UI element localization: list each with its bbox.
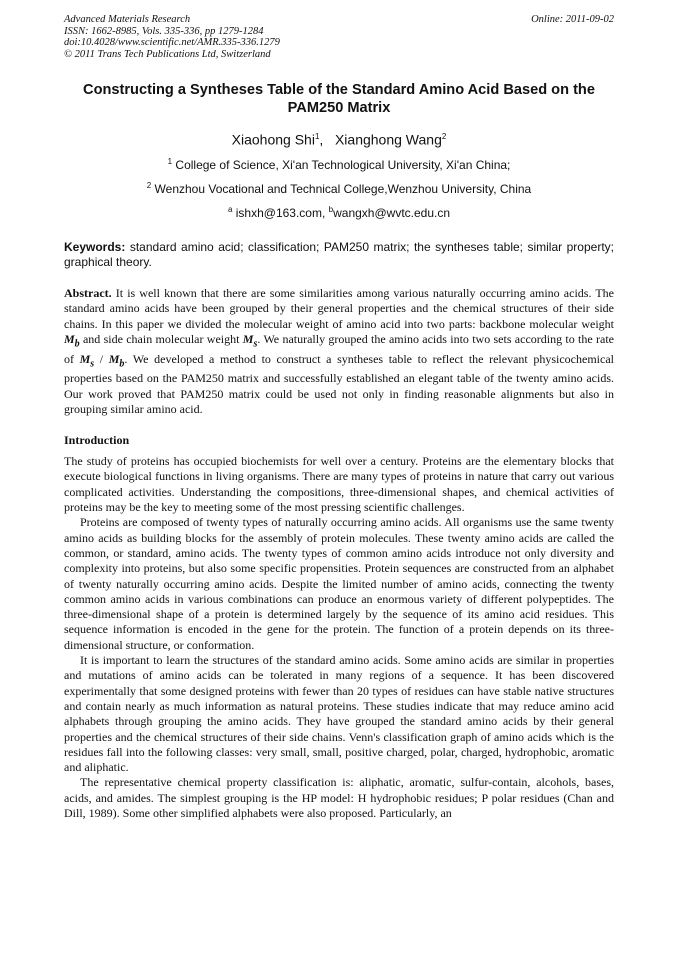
intro-paragraph-3: It is important to learn the structures of the standard amino acids. Some amino acids are similar in properties and mutations of amino acids can be tolerated in many regions of a sequence. It has been discovered experimentally that some designed proteins with fewer than 20 types of residues can have stable native structures and contain nearly as much information as natural proteins. These studies indicate that may reduce amino acid alphabets through grouping the amino acids. They have grouped the standard amino acids by their general properties and the chemical structures of their side chains. Venn's classification graph of amino acids which is the residues fall into the following classes: very small, small, positive charged, polar, charged, hydrophobic, aromatic and aliphatic. — [64, 653, 614, 775]
affiliation-text: Wenzhou Vocational and Technical College,Wenzhou University, China — [151, 182, 532, 197]
author-name: Xiaohong Shi — [231, 132, 315, 149]
section-heading-introduction: Introduction — [64, 433, 130, 448]
abstract-text: . We naturally grouped the amino acids into two sets according to the rate of — [64, 331, 615, 366]
affiliation-2 — [64, 178, 614, 197]
keywords-text: standard amino acid; classification; PAM250 matrix; the syntheses table; similar property; graphical theory. — [64, 240, 614, 270]
paper-title: Constructing a Syntheses Table of the Standard Amino Acid Based on the PAM250 Matrix — [83, 82, 595, 117]
intro-paragraph-4: The representative chemical property classification is: aliphatic, aromatic, sulfur-contain, alcohols, bases, acids, and amides. The simplest grouping is the HP model: H hydrophobic residues; P polar residues (Chan and Dill, 1989). Some other simplified alphabets were also proposed. Particularly, an — [64, 775, 614, 821]
online-date: Online: 2011-09-02 — [531, 14, 614, 25]
copyright-line: © 2011 Trans Tech Publications Ltd, Switzerland — [64, 48, 271, 60]
symbol-ms-subscript: s — [90, 358, 95, 369]
affiliation-mark: 2 — [146, 181, 152, 191]
abstract-text: . We developed a method to construct a syntheses table to reflect the relevant physicochemical properties based on the PAM250 matrix and successfully established an elegant table of the twenty amino acids. Our work proved that PAM250 matrix could be used not only in finding reasonable alignments but also in grouping similar amino acid. — [64, 351, 614, 416]
journal-name: Advanced Materials Research — [64, 14, 191, 25]
email-mark: b — [328, 205, 334, 215]
email-address: ishxh@163.com, — [232, 206, 329, 221]
abstract — [64, 286, 614, 417]
affiliation-1 — [64, 154, 614, 173]
keywords-label: Keywords: — [64, 240, 126, 255]
abstract-label: Abstract. — [64, 286, 112, 301]
symbol-ms: M — [79, 351, 91, 366]
abstract-text: It is well known that there are some similarities among various naturally occurring amino acids. The standard amino acids have been grouped by their general properties and the chemical structures of their side chains. In this paper we divided the molecular weight of amino acid into two parts: backbone molecular weight — [64, 286, 614, 331]
symbol-mb: M — [64, 331, 75, 346]
journal-header — [64, 14, 614, 60]
affiliation-text: College of Science, Xi'an Technological University, Xi'an China; — [172, 158, 511, 173]
symbol-mb-subscript: b — [119, 358, 125, 369]
ratio-slash: / — [94, 351, 109, 366]
keywords — [64, 240, 614, 270]
email-address: wangxh@wvtc.edu.cn — [333, 206, 451, 221]
author-line — [64, 128, 614, 149]
symbol-ms-subscript: s — [253, 338, 258, 350]
intro-paragraph-2: Proteins are composed of twenty types of naturally occurring amino acids. All organisms use the same twenty amino acids as building blocks for the assembly of protein molecules. These twenty amino acids are called the common, or standard, amino acids. The twenty types of common amino acids introduce not only diversity and complexity into proteins, but also some specific propensities. Protein sequences are constructed from an alphabet of twenty naturally occurring amino acids. Despite the limited number of amino acids, connecting the twenty common amino acids in various combinations can produce an enormous variety of different polypeptides. The three-dimensional shape of a protein is determined largely by the sequence of its amino acid residues. This sequence information is encoded in the gene for the protein. The function of a protein depends on its three-dimensional structure, or conformation. — [64, 515, 614, 652]
author-affiliation-mark: 2 — [441, 132, 447, 142]
symbol-mb-subscript: b — [74, 338, 80, 350]
abstract-text: and side chain molecular weight — [79, 331, 243, 346]
issn-line: ISSN: 1662-8985, Vols. 335-336, pp 1279-1284 — [64, 25, 264, 37]
author-affiliation-mark: 1 — [314, 132, 320, 142]
email-mark: a — [227, 205, 233, 215]
intro-paragraph-1: The study of proteins has occupied biochemists for well over a century. Proteins are the elementary blocks that execute biological functions in living organisms. There are many types of proteins in nature that carry out various complicated activities. Understanding the compositions, three-dimensional shapes, and chemical activities of proteins may be the key to meeting some of the most pressing scientific challenges. — [64, 454, 614, 515]
paper-page — [64, 14, 614, 821]
author-name: Xianghong Wang — [334, 132, 442, 149]
email-line — [64, 202, 614, 221]
author-separator: , — [319, 132, 335, 149]
affiliation-mark: 1 — [167, 157, 173, 167]
symbol-mb: M — [108, 351, 120, 366]
symbol-ms: M — [242, 331, 254, 346]
doi-line: doi:10.4028/www.scientific.net/AMR.335-336.1279 — [64, 37, 280, 49]
